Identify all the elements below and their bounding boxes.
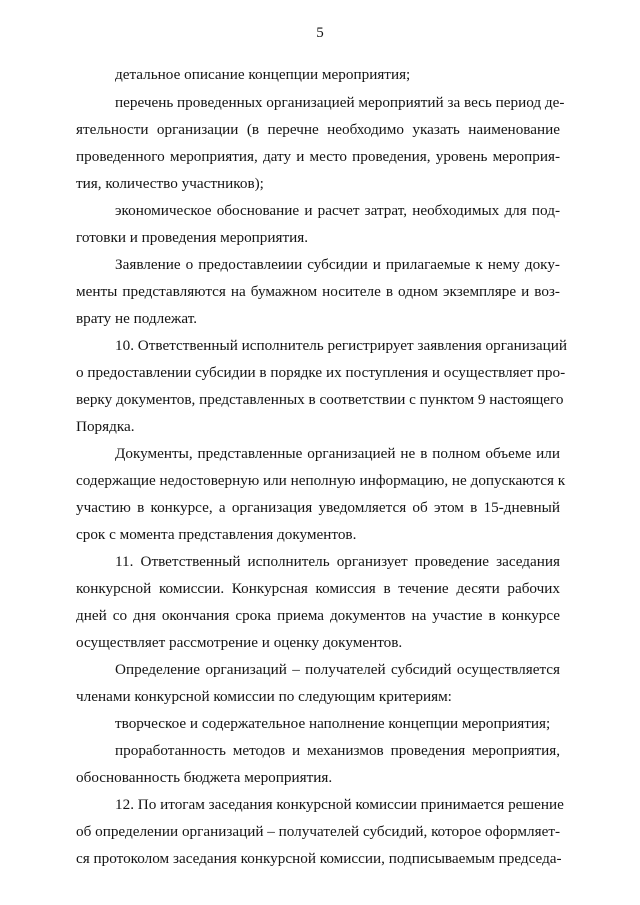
text-line: экономическое обоснование и расчет затрат, необходимых для под- [115, 202, 560, 219]
text-line: проведенного мероприятия, дату и место проведения, уровень мероприя- [76, 148, 560, 165]
text-line: дней со дня окончания срока приема документов на участие в конкурсе [76, 607, 560, 624]
text-line: о предоставлении субсидии в порядке их поступления и осуществляет про- [76, 364, 566, 381]
text-line: Документы, представленные организацией не в полном объеме или [115, 445, 560, 462]
text-line: Порядка. [76, 418, 135, 435]
text-line: 11. Ответственный исполнитель организует проведение заседания [115, 553, 560, 570]
text-line: ся протоколом заседания конкурсной комиссии, подписываемым председа- [76, 850, 562, 867]
text-line: творческое и содержательное наполнение концепции мероприятия; [115, 715, 551, 732]
text-line: перечень проведенных организацией мероприятий за весь период де- [115, 94, 565, 111]
text-line: тия, количество участников); [76, 175, 264, 192]
text-line: менты представляются на бумажном носителе в одном экземпляре и воз- [76, 283, 560, 300]
text-line: 12. По итогам заседания конкурсной комиссии принимается решение [115, 796, 564, 813]
text-line: готовки и проведения мероприятия. [76, 229, 309, 246]
page-number: 5 [316, 25, 324, 41]
text-line: проработанность методов и механизмов проведения мероприятия, [115, 742, 560, 759]
text-line: содержащие недостоверную или неполную информацию, не допускаются к [76, 472, 566, 489]
text-line: участию в конкурсе, а организация уведомляется об этом в 15-дневный [76, 499, 560, 516]
text-line: 10. Ответственный исполнитель регистрирует заявления организаций [115, 337, 568, 354]
text-line: обоснованность бюджета мероприятия. [76, 769, 333, 786]
text-line: детальное описание концепции мероприятия; [115, 66, 411, 83]
text-line: Заявление о предоставлеиии субсидии и прилагаемые к нему доку- [115, 256, 560, 273]
text-line: срок с момента представления документов. [76, 526, 357, 543]
text-line: врату не подлежат. [76, 310, 198, 327]
text-line: верку документов, представленных в соответствии с пунктом 9 настоящего [76, 391, 564, 408]
text-line: осуществляет рассмотрение и оценку документов. [76, 634, 403, 651]
text-line: членами конкурсной комиссии по следующим критериям: [76, 688, 452, 705]
text-line: ятельности организации (в перечне необходимо указать наименование [76, 121, 560, 138]
text-line: Определение организаций – получателей субсидий осуществляется [115, 661, 560, 678]
text-line: конкурсной комиссии. Конкурсная комиссия в течение десяти рабочих [76, 580, 560, 597]
text-line: об определении организаций – получателей субсидий, которое оформляет- [76, 823, 561, 840]
